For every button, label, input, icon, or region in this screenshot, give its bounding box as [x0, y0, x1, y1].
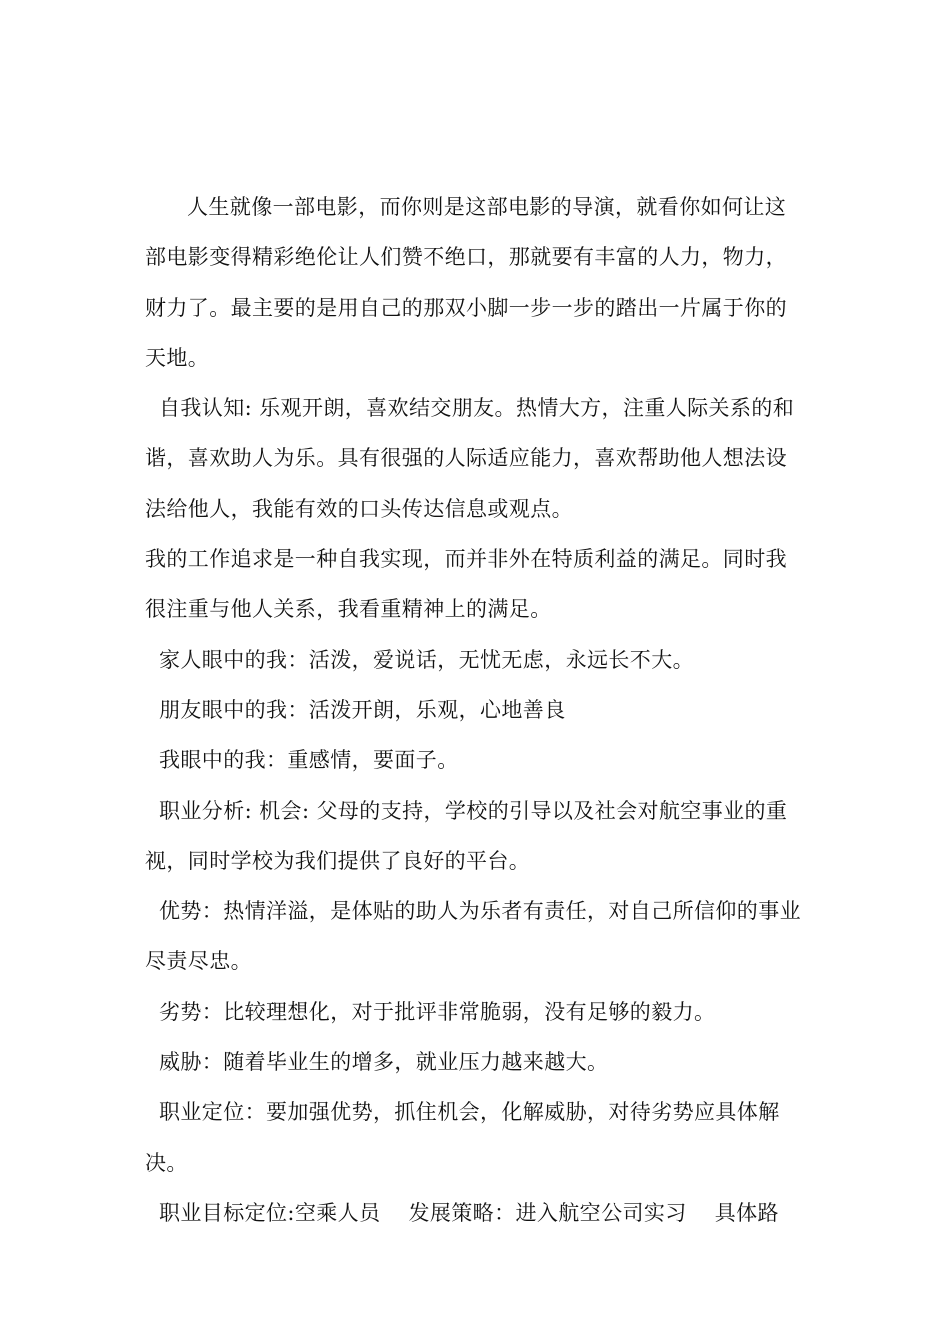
development-strategy-text: 发展策略：进入航空公司实习 — [408, 1200, 687, 1225]
specific-path-text: 具体路 — [714, 1200, 779, 1225]
paragraph-strengths: 优势：热情洋溢，是体贴的助人为乐者有责任，对自己所信仰的事业尽责尽忠。 — [145, 899, 801, 974]
paragraph-friends-view: 朋友眼中的我：活泼开朗，乐观，心地善良 — [159, 697, 566, 722]
paragraph-career-analysis: 职业分析: 机会: 父母的支持，学校的引导以及社会对航空事业的重视，同时学校为我们提供了良好的平台。 — [145, 798, 788, 873]
paragraph-family-view: 家人眼中的我：活泼，爱说话，无忧无虑，永远长不大。 — [159, 647, 694, 672]
paragraph-intro: 人生就像一部电影，而你则是这部电影的导演，就看你如何让这部电影变得精彩绝伦让人们赞不绝口，那就要有丰富的人力，物力，财力了。最主要的是用自己的那双小脚一步一步的踏出一片属于你的天地。 — [145, 195, 787, 370]
paragraph-threats: 威胁：随着毕业生的增多，就业压力越来越大。 — [159, 1050, 609, 1075]
document-body — [145, 182, 805, 1238]
paragraph-my-view: 我眼中的我：重感情，要面子。 — [159, 748, 459, 773]
paragraph-work-pursuit: 我的工作追求是一种自我实现，而并非外在特质利益的满足。同时我很注重与他人关系，我看重精神上的满足。 — [145, 547, 787, 622]
paragraph-self-awareness: 自我认知: 乐观开朗，喜欢结交朋友。热情大方，注重人际关系的和谐，喜欢助人为乐。具有很强的人际适应能力，喜欢帮助他人想法设法给他人，我能有效的口头传达信息或观点。 — [145, 396, 795, 521]
paragraph-career-goal — [145, 1188, 805, 1238]
career-goal-text: 职业目标定位:空乘人员 — [159, 1200, 381, 1225]
paragraph-career-positioning: 职业定位：要加强优势，抓住机会，化解威胁，对待劣势应具体解决。 — [145, 1100, 780, 1175]
paragraph-weaknesses: 劣势：比较理想化，对于批评非常脆弱，没有足够的毅力。 — [159, 999, 716, 1024]
